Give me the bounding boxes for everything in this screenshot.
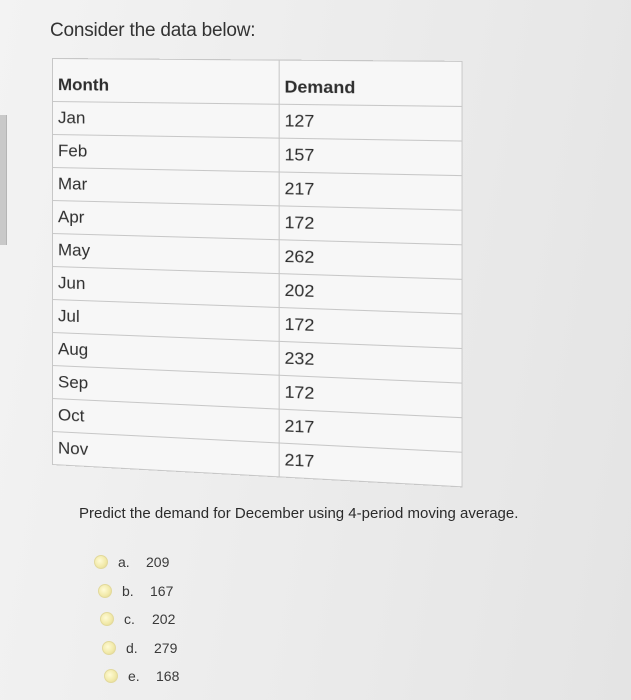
option-letter: c. (124, 611, 135, 628)
option-c[interactable] (100, 605, 179, 634)
option-a[interactable] (94, 548, 179, 577)
month-cell: Jan (52, 102, 278, 139)
prompt-text: Consider the data below: (50, 20, 256, 41)
radio-button-icon[interactable] (104, 669, 118, 683)
month-cell: Jul (52, 300, 278, 342)
demand-cell: 127 (279, 104, 462, 141)
demand-cell: 202 (279, 274, 462, 314)
option-letter: e. (128, 668, 140, 685)
demand-cell: 172 (279, 375, 462, 417)
month-cell: Oct (52, 399, 278, 443)
month-cell: Feb (52, 135, 278, 172)
question-text: Predict the demand for December using 4-period moving average. (79, 505, 519, 522)
radio-button-icon[interactable] (100, 612, 114, 626)
option-letter: a. (118, 554, 130, 571)
demand-header: Demand (279, 60, 462, 106)
option-value: 168 (156, 668, 180, 685)
demand-cell: 217 (279, 172, 462, 210)
month-cell: Mar (52, 168, 278, 206)
radio-button-icon[interactable] (102, 641, 116, 655)
option-letter: d. (126, 639, 138, 656)
month-cell: Sep (52, 366, 278, 410)
month-cell: Aug (52, 333, 278, 376)
option-e[interactable] (104, 662, 179, 691)
demand-cell: 232 (279, 341, 462, 383)
option-value: 209 (146, 554, 170, 571)
demand-cell: 157 (279, 138, 462, 176)
month-cell: May (52, 234, 278, 274)
radio-button-icon[interactable] (94, 555, 108, 569)
demand-cell: 172 (279, 307, 462, 348)
table-header-row (52, 59, 462, 107)
demand-cell: 172 (279, 206, 462, 245)
option-value: 202 (152, 611, 176, 628)
month-cell: Nov (52, 432, 278, 477)
option-value: 167 (150, 582, 174, 599)
demand-cell: 262 (279, 240, 462, 280)
radio-button-icon[interactable] (98, 584, 112, 598)
month-header: Month (52, 59, 278, 105)
option-b[interactable] (98, 577, 179, 606)
answer-options (94, 548, 179, 691)
option-d[interactable] (102, 634, 179, 663)
option-value: 279 (154, 639, 178, 656)
page-edge-tab (0, 115, 7, 245)
demand-cell: 217 (279, 409, 462, 452)
month-cell: Jun (52, 267, 278, 308)
month-cell: Apr (52, 201, 278, 240)
demand-cell: 217 (279, 443, 462, 487)
option-letter: b. (122, 582, 134, 599)
demand-table (52, 58, 463, 487)
